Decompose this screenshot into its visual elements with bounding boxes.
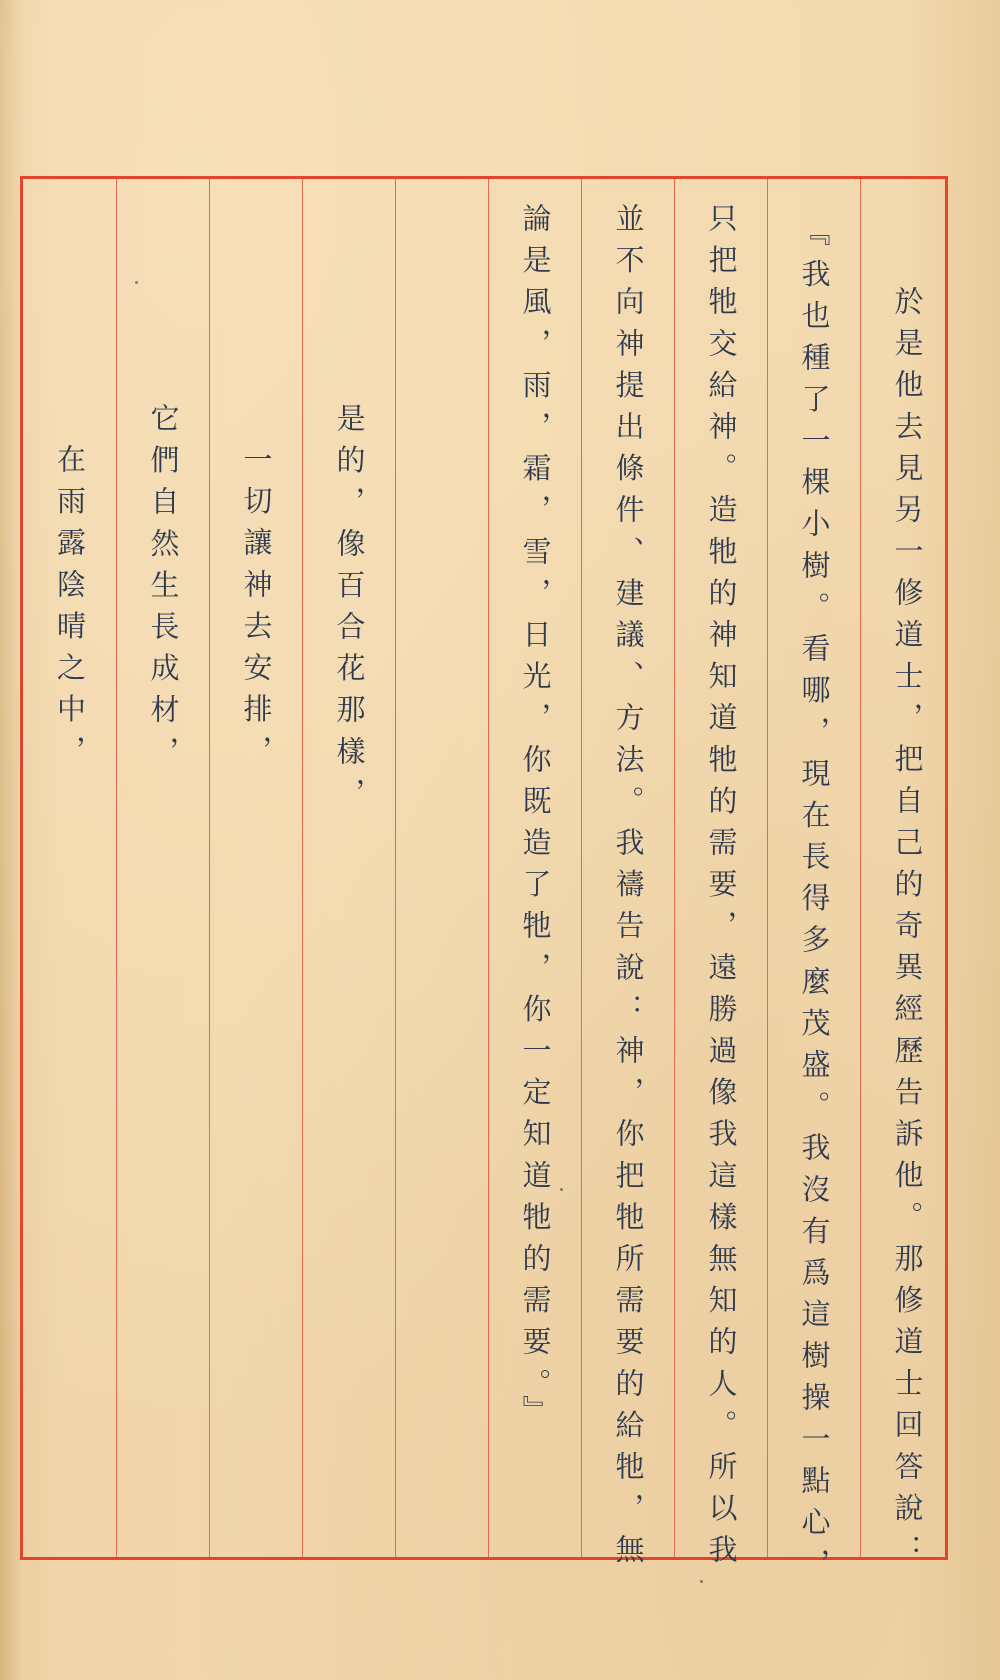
text-column-10 xyxy=(23,179,116,1557)
text-column-4 xyxy=(581,179,674,1576)
column-text-9: 它們自然生長成材， xyxy=(146,403,181,778)
text-column-6 xyxy=(395,179,488,1557)
text-column-9 xyxy=(116,179,209,1557)
paper-speck xyxy=(700,1580,703,1583)
column-text-8: 一切讓神去安排， xyxy=(239,444,274,777)
column-text-4: 並不向神提出條件、建議、方法。我禱告說：神，你把牠所需要的給牠，無 xyxy=(611,203,646,1576)
column-text-2: 『我也種了一棵小樹。看哪，現在長得多麼茂盛。我沒有爲這樹操一點心， xyxy=(797,217,832,1590)
column-text-10: 在雨露陰晴之中， xyxy=(53,444,87,777)
text-column-7 xyxy=(302,179,395,1557)
text-column-8 xyxy=(209,179,302,1557)
text-column-3 xyxy=(674,179,767,1576)
text-column-1 xyxy=(860,179,953,1576)
text-column-2 xyxy=(767,179,860,1590)
paper-speck xyxy=(135,281,138,284)
text-frame xyxy=(20,176,948,1590)
column-text-7: 是的，像百合花那樣， xyxy=(332,403,367,819)
column-text-1: 於是他去見另一修道士，把自己的奇異經歷告訴他。那修道士回答說： xyxy=(890,286,925,1576)
column-text-3: 只把牠交給神。造牠的神知道牠的需要，遠勝過像我這樣無知的人。所以我 xyxy=(704,203,739,1576)
text-column-5 xyxy=(488,179,581,1557)
paper-speck xyxy=(560,1188,563,1191)
column-text-5: 論是風，雨，霜，雪，日光，你既造了牠，你一定知道牠的需要。』 xyxy=(518,203,553,1437)
